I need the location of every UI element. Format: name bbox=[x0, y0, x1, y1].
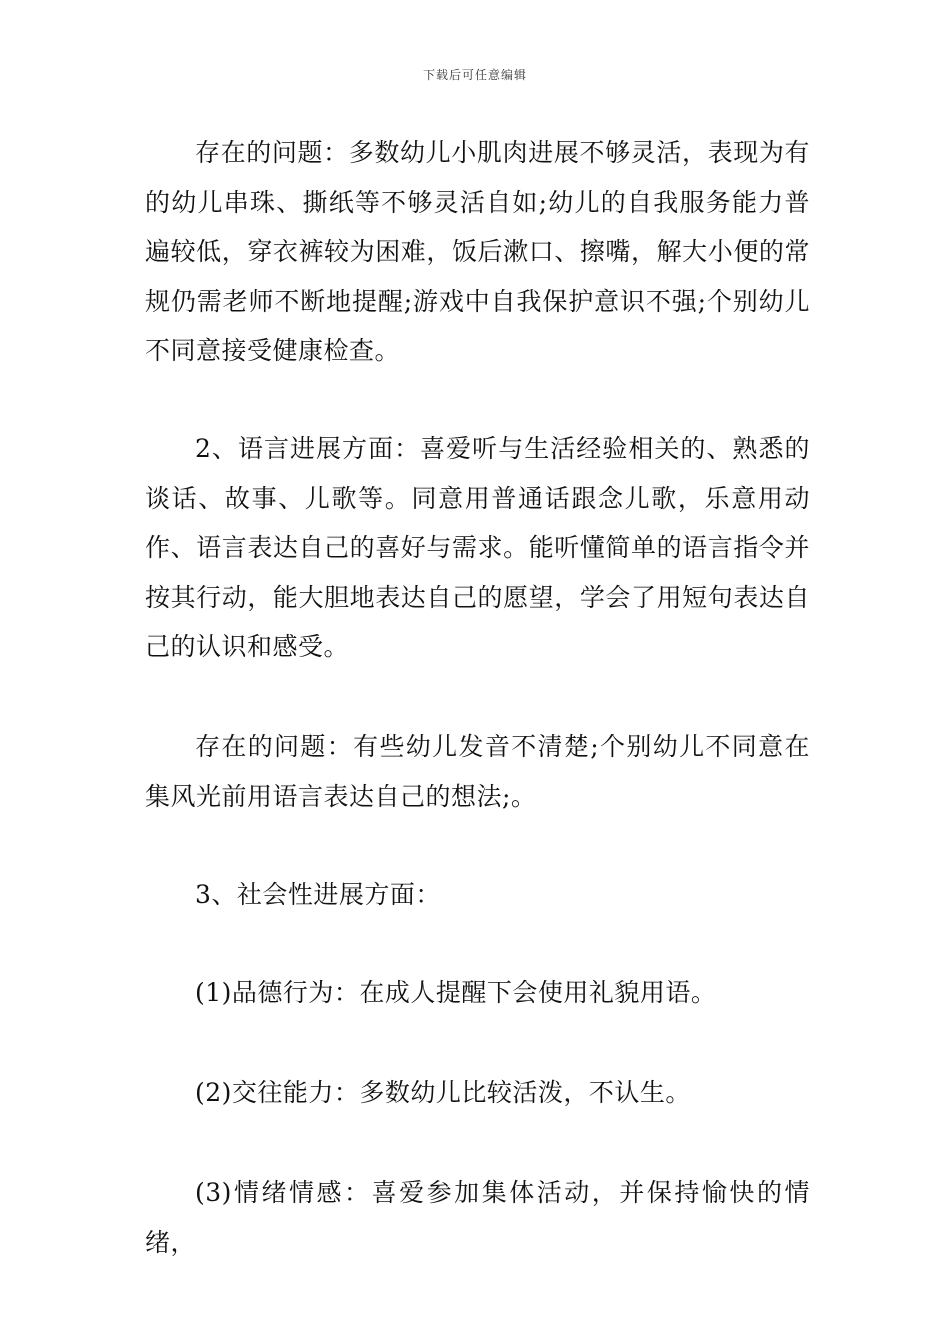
paragraph-emotions: (3)情绪情感：喜爱参加集体活动，并保持愉快的情绪， bbox=[145, 1178, 810, 1257]
paragraph-social-development-heading: 3、社会性进展方面： bbox=[195, 880, 441, 909]
paragraph-language-problems: 存在的问题：有些幼儿发音不清楚;个别幼儿不同意在集风光前用语言表达自己的想法;。 bbox=[145, 732, 810, 811]
paragraph-motor-problems: 存在的问题：多数幼儿小肌肉进展不够灵活，表现为有的幼儿串珠、撕纸等不够灵活自如;幼儿的自我服务能力普遍较低，穿衣裤较为困难，饭后漱口、擦嘴，解大小便的常规仍需老师不断地提醒;游戏中自我保护意识不强;个别幼儿不同意接受健康检查。 bbox=[145, 138, 810, 365]
header-note: 下载后可任意编辑 bbox=[422, 68, 527, 82]
paragraph-language-development: 2、语言进展方面：喜爱听与生活经验相关的、熟悉的谈话、故事、儿歌等。同意用普通话跟念儿歌，乐意用动作、语言表达自己的喜好与需求。能听懂简单的语言指令并按其行动，能大胆地表达自己的愿望，学会了用短句表达自己的认识和感受。 bbox=[145, 434, 810, 661]
paragraph-social-ability: (2)交往能力：多数幼儿比较活泼，不认生。 bbox=[195, 1078, 691, 1107]
paragraph-moral-behavior: (1)品德行为：在成人提醒下会使用礼貌用语。 bbox=[195, 978, 717, 1007]
